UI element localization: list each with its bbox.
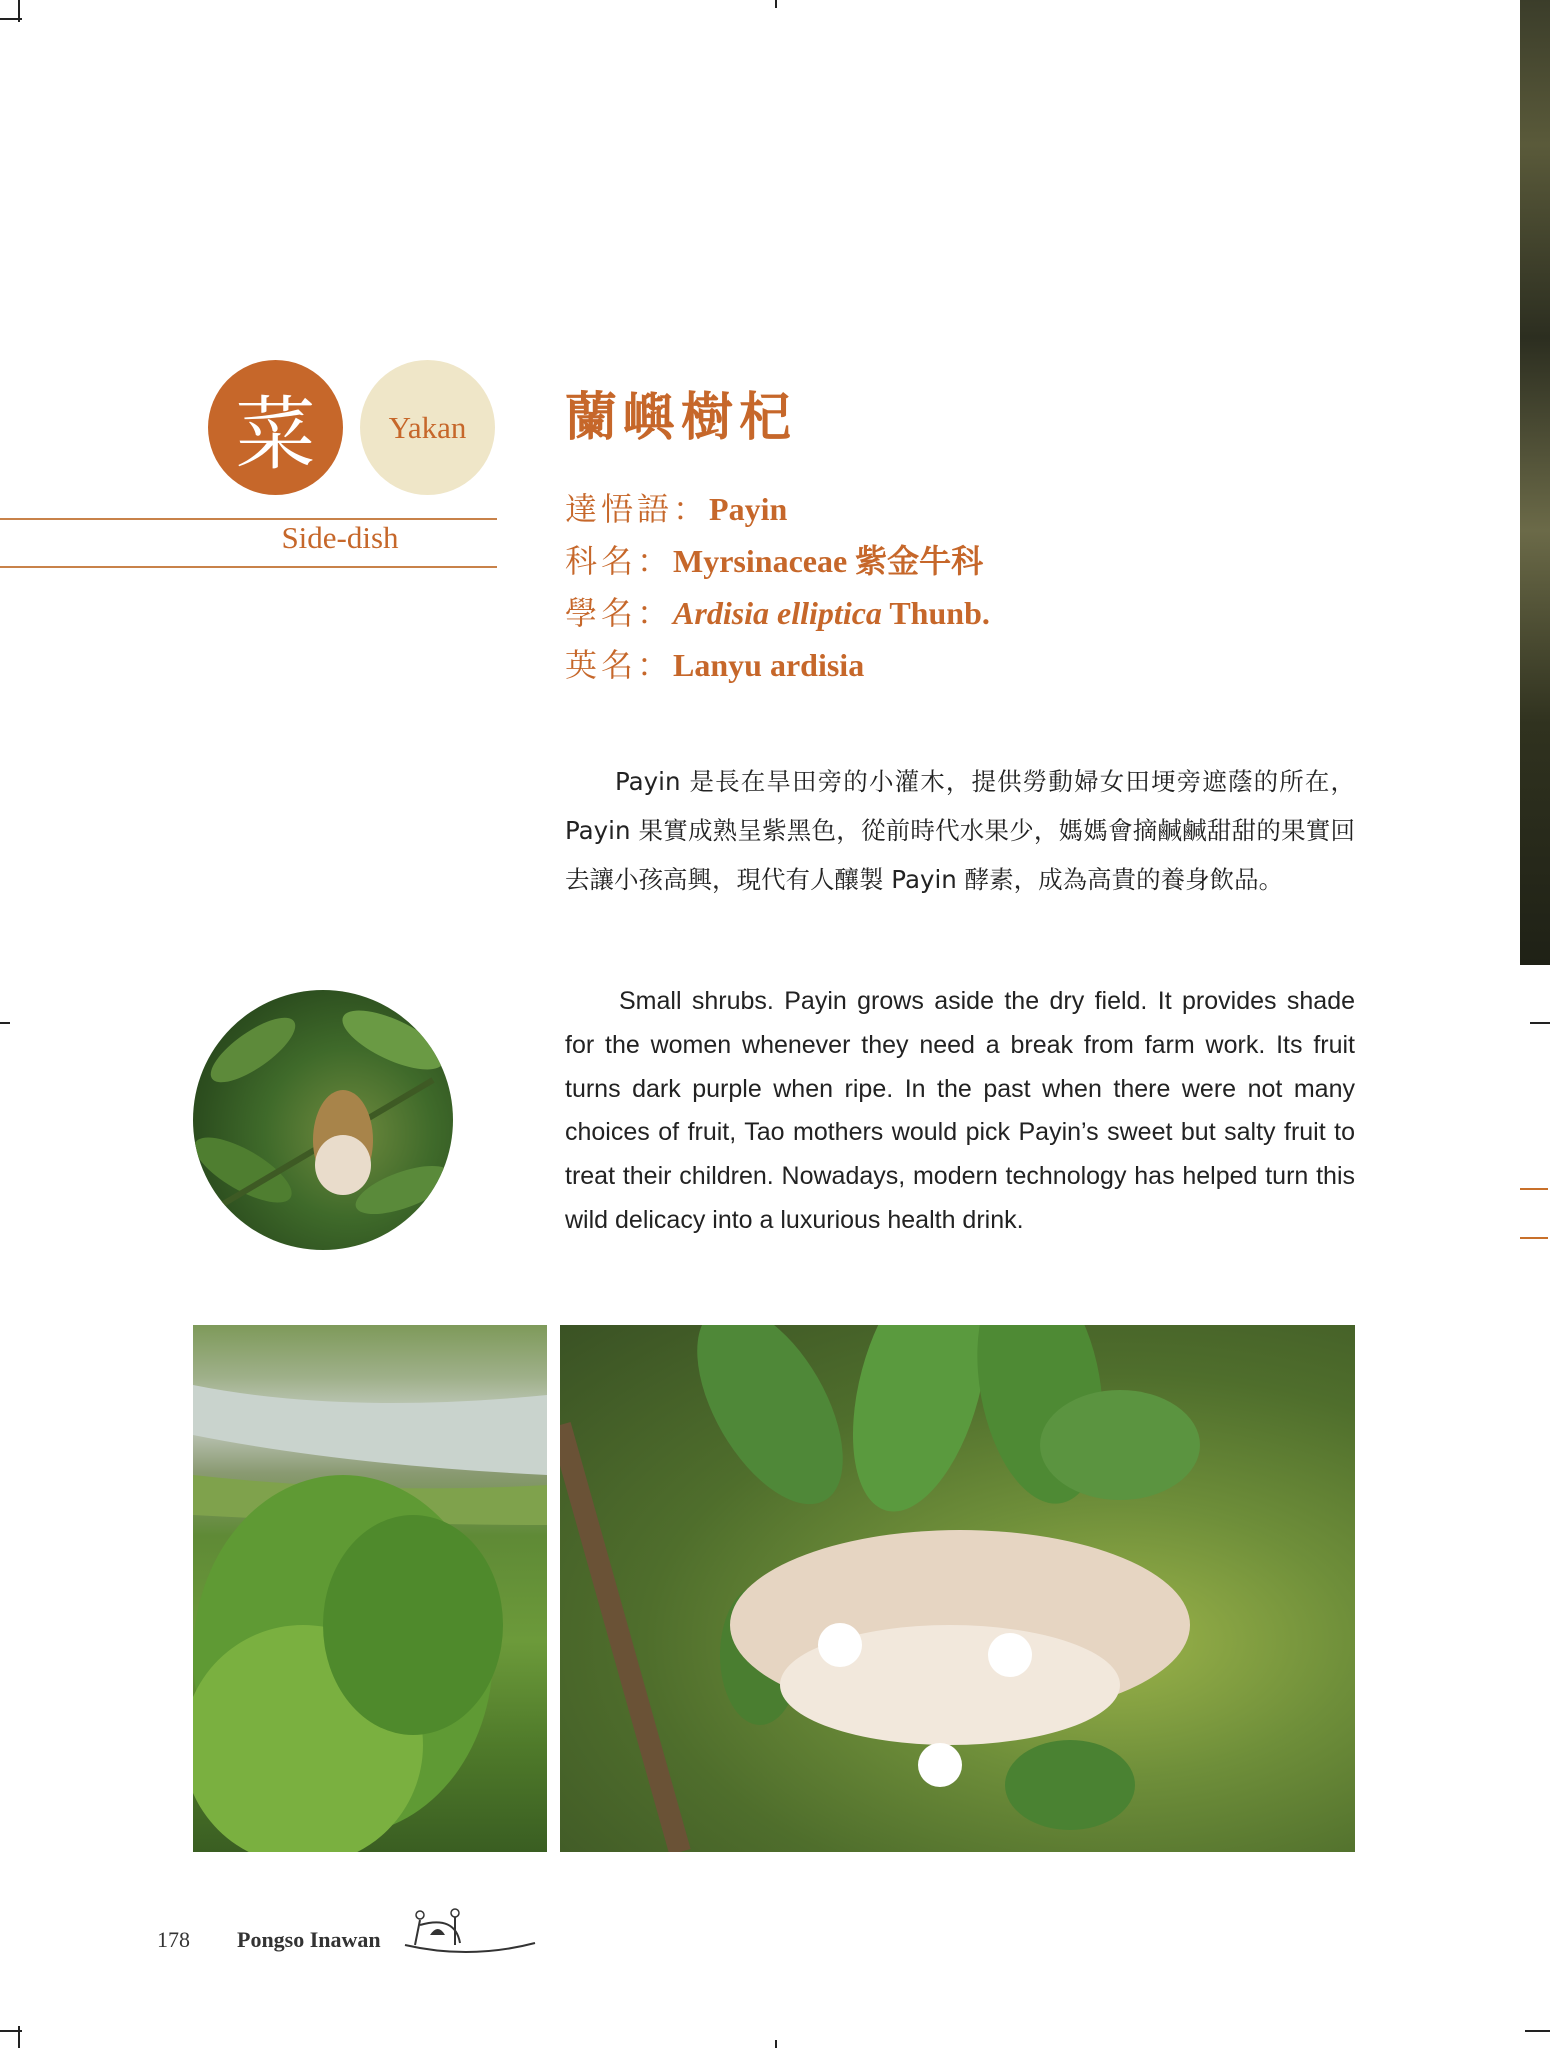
english-value: Lanyu ardisia [673,647,865,683]
tao-name-label: 達悟語： [565,490,710,528]
divider [0,566,497,568]
crop-mark [18,0,20,22]
scientific-row [565,588,990,634]
yakan-badge: Yakan [360,360,495,495]
crop-mark [18,2026,20,2048]
edge-photo-strip [1520,0,1550,965]
family-value: Myrsinaceae 紫金牛科 [673,543,984,579]
book-title: Pongso Inawan [237,1927,381,1952]
description-zh: Payin 是長在旱田旁的小灌木，提供勞動婦女田埂旁遮蔭的所在，Payin 果實成熟呈紫黑色，從前時代水果少，媽媽會摘鹹鹹甜甜的果實回去讓小孩高興，現代有人釀製 Payin 酵素，成為高貴的養身飲品。 [565,767,1355,894]
crop-mark [0,1022,10,1024]
scientific-binomial: Ardisia elliptica [673,595,882,631]
description-en: Small shrubs. Payin grows aside the dry field. It provides shade for the women whenever they need a break from farm work. Its fruit turns dark purple when ripe. In the past when there were not many choices of fruit, Tao mothers would pick Payin’s sweet but salty fruit to treat their children. Nowadays, modern technology has helped turn this wild delicacy into a luxurious health drink. [565,987,1355,1234]
category-badge: 菜 [208,360,343,495]
plant-name-zh: 蘭嶼樹杞 [565,387,798,448]
crop-mark [1530,1022,1550,1024]
side-dish-label: Side-dish [281,520,399,555]
flower-cluster-photo [560,1325,1355,1852]
family-label: 科名： [565,542,674,580]
scientific-label: 學名： [565,594,674,632]
english-label: 英名： [565,646,674,684]
crop-mark [775,2040,777,2048]
flower-cluster-illustration [560,1325,1355,1852]
shrub-field-photo [193,1325,547,1852]
edge-tick [1520,1188,1548,1190]
fruit-cluster-photo [193,990,453,1250]
family-row [565,536,983,582]
shrub-field-illustration [193,1325,547,1852]
tao-name-value: Payin [709,491,788,527]
tao-name-row [565,484,787,530]
crop-mark [775,0,777,8]
scientific-author: Thunb. [881,595,990,631]
crop-mark [1525,2030,1550,2032]
page-number: 178 [157,1927,190,1952]
boat-logo [400,1905,540,1960]
fruit-cluster-illustration [193,990,453,1250]
english-row [565,640,864,686]
edge-tick [1520,1237,1548,1239]
